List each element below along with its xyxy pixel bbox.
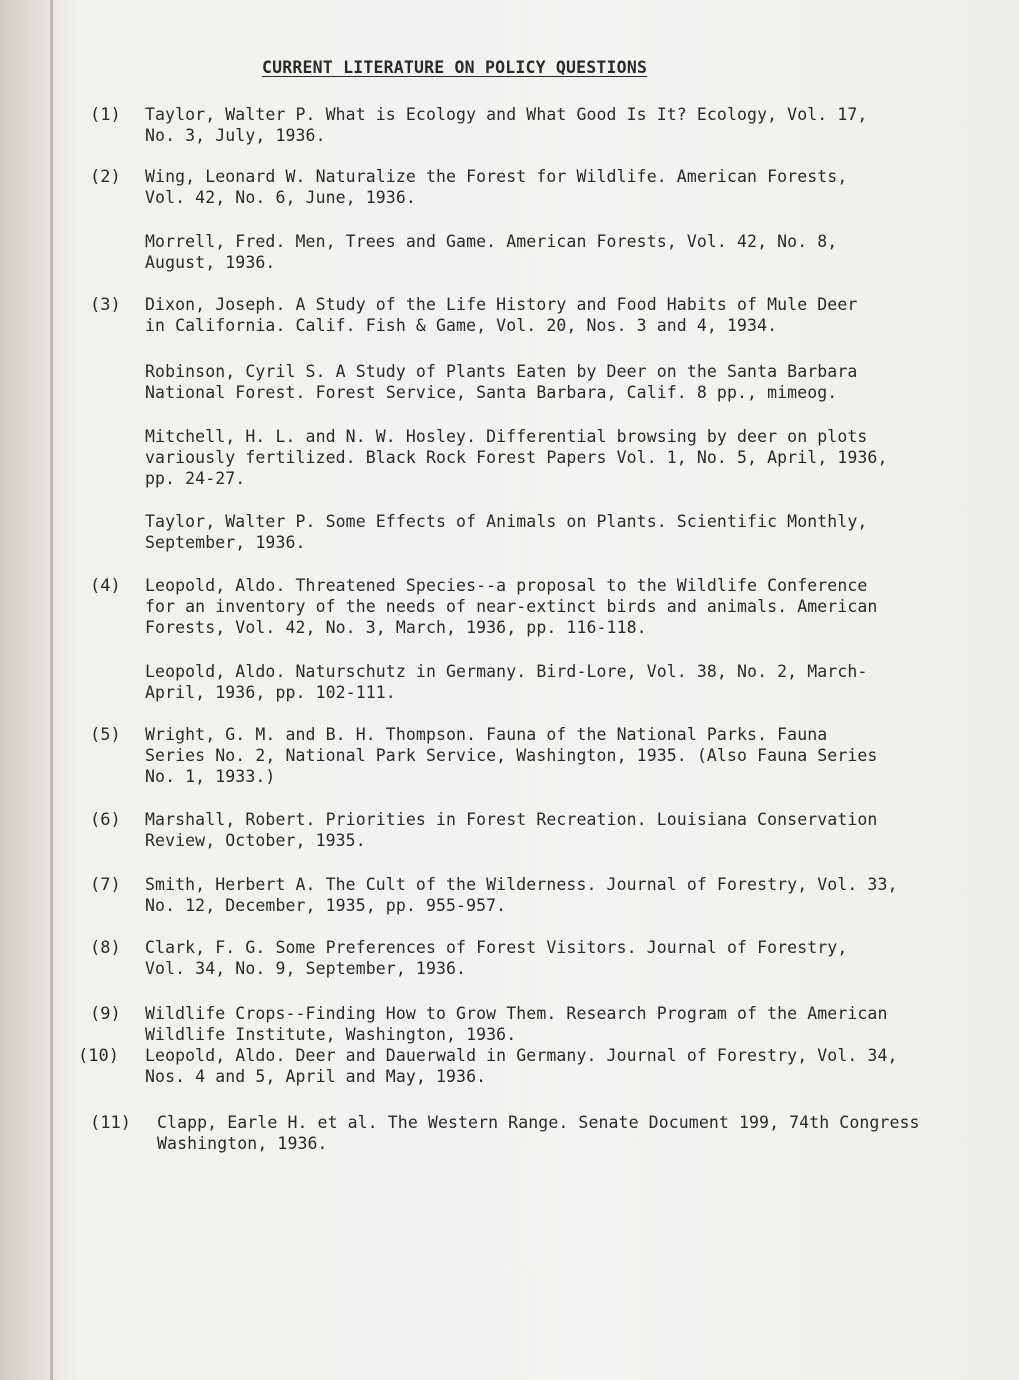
reference-number: (11) xyxy=(90,1113,131,1133)
reference-text-line: Forests, Vol. 42, No. 3, March, 1936, pp. 116-118. xyxy=(145,618,647,637)
reference-number: (7) xyxy=(90,875,121,895)
reference-number: (5) xyxy=(90,725,121,745)
reference-text-line: Clapp, Earle H. et al. The Western Range. Senate Document 199, 74th Congress xyxy=(157,1113,920,1132)
reference-text-line: August, 1936. xyxy=(145,253,276,272)
reference-number: (8) xyxy=(90,938,121,958)
reference-text-line: Wright, G. M. and B. H. Thompson. Fauna of the National Parks. Fauna xyxy=(145,725,828,744)
reference-text-line: Robinson, Cyril S. A Study of Plants Eaten by Deer on the Santa Barbara xyxy=(145,362,858,381)
reference-text-line: Morrell, Fred. Men, Trees and Game. American Forests, Vol. 42, No. 8, xyxy=(145,232,838,251)
reference-text-line: No. 3, July, 1936. xyxy=(145,126,326,145)
reference-number: (10) xyxy=(78,1046,119,1066)
reference-text-line: National Forest. Forest Service, Santa Barbara, Calif. 8 pp., mimeog. xyxy=(145,383,838,402)
reference-text-line: Vol. 42, No. 6, June, 1936. xyxy=(145,188,416,207)
reference-text-line: Smith, Herbert A. The Cult of the Wilderness. Journal of Forestry, Vol. 33, xyxy=(145,875,898,894)
reference-text-line: Dixon, Joseph. A Study of the Life History and Food Habits of Mule Deer xyxy=(145,295,858,314)
reference-text-line: Marshall, Robert. Priorities in Forest Recreation. Louisiana Conservation xyxy=(145,810,878,829)
reference-text-line: September, 1936. xyxy=(145,533,306,552)
reference-number: (1) xyxy=(90,105,121,125)
reference-text-line: No. 1, 1933.) xyxy=(145,767,276,786)
reference-text-line: variously fertilized. Black Rock Forest Papers Vol. 1, No. 5, April, 1936, xyxy=(145,448,888,467)
reference-text-line: Mitchell, H. L. and N. W. Hosley. Differential browsing by deer on plots xyxy=(145,427,868,446)
reference-text-line: Review, October, 1935. xyxy=(145,831,366,850)
reference-number: (3) xyxy=(90,295,121,315)
reference-text-line: Wildlife Crops--Finding How to Grow Them. Research Program of the American xyxy=(145,1004,888,1023)
reference-text-line: Nos. 4 and 5, April and May, 1936. xyxy=(145,1067,487,1086)
reference-text-line: Vol. 34, No. 9, September, 1936. xyxy=(145,959,467,978)
reference-text-line: Taylor, Walter P. What is Ecology and What Good Is It? Ecology, Vol. 17, xyxy=(145,105,868,124)
reference-number: (4) xyxy=(90,576,121,596)
reference-number: (6) xyxy=(90,810,121,830)
reference-text-line: Taylor, Walter P. Some Effects of Animals on Plants. Scientific Monthly, xyxy=(145,512,868,531)
reference-text-line: No. 12, December, 1935, pp. 955-957. xyxy=(145,896,507,915)
reference-text-line: Wing, Leonard W. Naturalize the Forest for Wildlife. American Forests, xyxy=(145,167,848,186)
reference-text-line: for an inventory of the needs of near-extinct birds and animals. American xyxy=(145,597,878,616)
reference-text-line: in California. Calif. Fish & Game, Vol. 20, Nos. 3 and 4, 1934. xyxy=(145,316,778,335)
reference-text-line: Leopold, Aldo. Deer and Dauerwald in Germany. Journal of Forestry, Vol. 34, xyxy=(145,1046,898,1065)
reference-text-line: April, 1936, pp. 102-111. xyxy=(145,683,396,702)
document-title: CURRENT LITERATURE ON POLICY QUESTIONS xyxy=(262,58,648,77)
reference-text-line: Wildlife Institute, Washington, 1936. xyxy=(145,1025,517,1044)
reference-text-line: Clark, F. G. Some Preferences of Forest Visitors. Journal of Forestry, xyxy=(145,938,848,957)
reference-number: (2) xyxy=(90,167,121,187)
reference-text-line: Leopold, Aldo. Naturschutz in Germany. Bird-Lore, Vol. 38, No. 2, March- xyxy=(145,662,868,681)
reference-text-line: pp. 24-27. xyxy=(145,469,246,488)
reference-text-line: Series No. 2, National Park Service, Washington, 1935. (Also Fauna Series xyxy=(145,746,878,765)
reference-text-line: Washington, 1936. xyxy=(157,1134,328,1153)
reference-text-line: Leopold, Aldo. Threatened Species--a proposal to the Wildlife Conference xyxy=(145,576,868,595)
reference-number: (9) xyxy=(90,1004,121,1024)
page-binding-edge xyxy=(50,0,53,1380)
